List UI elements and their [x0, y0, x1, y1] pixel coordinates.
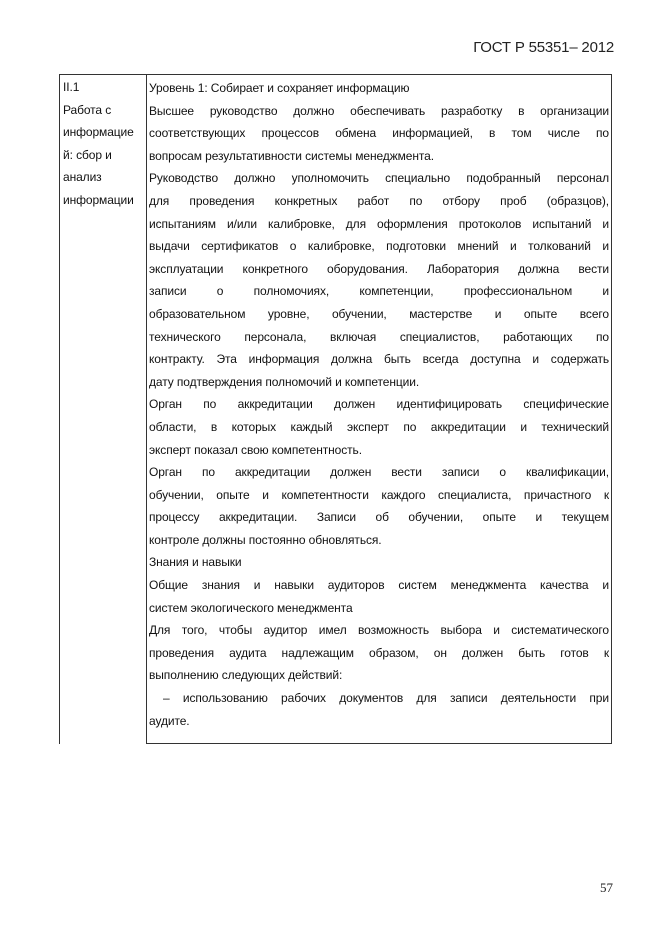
text-line: Высшее руководство должно обеспечивать разработку в организации: [149, 103, 609, 118]
text-line: систем экологического менеджмента: [149, 600, 353, 615]
section-title-line: анализ: [63, 170, 102, 185]
text-line: технического персонала, включая специалистов, работающих по: [149, 329, 609, 344]
text-line: обучении, опыте и компетентности каждого специалиста, причастного к: [149, 487, 609, 502]
text-line: Орган по аккредитации должен вести записи о квалификации,: [149, 465, 609, 480]
table-right-column: [146, 74, 612, 744]
section-label: [63, 76, 147, 212]
text-line: проведения аудита надлежащим образом, он должен быть готов к: [149, 645, 609, 660]
text-line: Руководство должно уполномочить специально подобранный персонал: [149, 171, 609, 186]
document-code: ГОСТ Р 55351– 2012: [473, 39, 614, 56]
text-line: Орган по аккредитации должен идентифицировать специфические: [149, 397, 609, 412]
section-title-line: Работа с: [63, 102, 112, 117]
text-line: для проведения конкретных работ по отбору проб (образцов),: [149, 193, 609, 208]
table-left-column: [59, 74, 146, 744]
text-line: записи о полномочиях, компетенции, профессиональном и: [149, 284, 609, 299]
text-line: эксперт показал свою компетентность.: [149, 442, 362, 457]
text-line: образовательном уровне, обучении, мастерстве и опыте всего: [149, 306, 609, 321]
left-column-top-border: [60, 74, 146, 75]
list-item-line: – использованию рабочих документов для записи деятельности при: [163, 691, 609, 706]
section-title-line: информацие: [63, 125, 134, 140]
text-line: дату подтверждения полномочий и компетенции.: [149, 374, 420, 389]
text-line: эксплуатации конкретного оборудования. Лаборатория должна вести: [149, 261, 609, 276]
subheading: Знания и навыки: [149, 555, 242, 570]
text-line: контракту. Эта информация должна быть всегда доступна и содержать: [149, 352, 609, 367]
text-line: Общие знания и навыки аудиторов систем менеджмента качества и: [149, 578, 609, 593]
text-line: вопросам результативности системы менеджмента.: [149, 148, 434, 163]
content-table: [59, 74, 612, 744]
text-line: контроле должны постоянно обновляться.: [149, 532, 382, 547]
text-line: аудите.: [149, 713, 190, 728]
text-line: Для того, чтобы аудитор имел возможность выбора и систематического: [149, 623, 609, 638]
section-title-line: информации: [63, 192, 134, 207]
text-line: соответствующих процессов обмена информацией, в том числе по: [149, 126, 609, 141]
page-number: 57: [600, 880, 613, 895]
section-title-line: й: сбор и: [63, 147, 112, 162]
section-number: II.1: [63, 80, 80, 94]
level-heading: Уровень 1: Собирает и сохраняет информацию: [149, 81, 410, 95]
text-line: испытаниям и/или калибровке, для оформления протоколов испытаний и: [149, 216, 609, 231]
text-line: выдачи сертификатов о калибровке, подготовки мнений и толкований и: [149, 239, 609, 254]
section-body: [149, 77, 609, 732]
text-line: процессу аккредитации. Записи об обучении, опыте и текущем: [149, 510, 609, 525]
text-line: выполнению следующих действий:: [149, 668, 343, 683]
text-line: области, в которых каждый эксперт по аккредитации и технический: [149, 419, 609, 434]
